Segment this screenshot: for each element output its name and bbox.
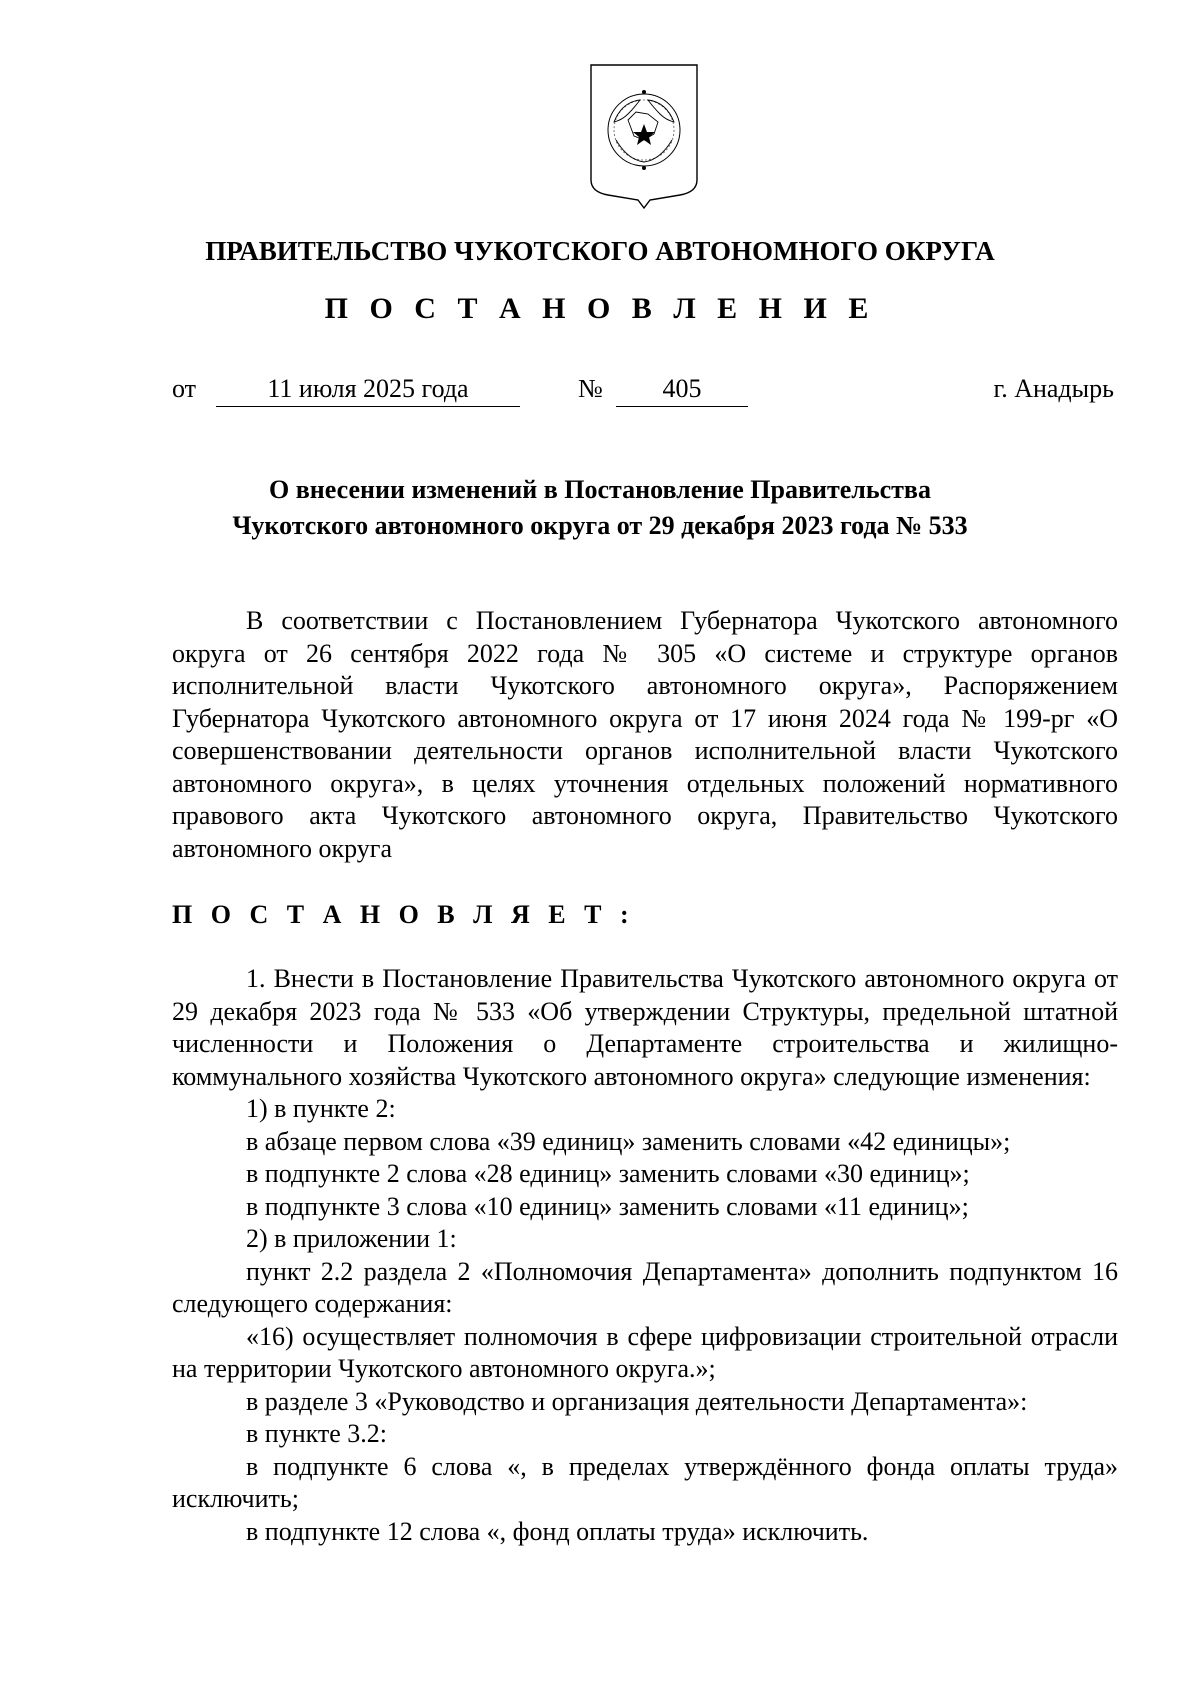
item-paragraph: в подпункте 12 слова «, фонд оплаты труда» исключить. bbox=[246, 1516, 869, 1546]
decree-heading: П О С Т А Н О В Л Я Е Т : bbox=[172, 900, 635, 929]
item-paragraph: в подпункте 6 слова «, в пределах утверждённого фонда оплаты труда» исключить; bbox=[172, 1451, 1118, 1513]
decree-items-section bbox=[172, 963, 1118, 1548]
subject-line-1: О внесении изменений в Постановление Правительства bbox=[269, 475, 931, 504]
item-paragraph: пункт 2.2 раздела 2 «Полномочия Департамента» дополнить подпунктом 16 следующего содержания: bbox=[172, 1256, 1118, 1318]
number-label: № bbox=[578, 374, 603, 403]
document-date: 11 июля 2025 года bbox=[216, 374, 520, 407]
document-subject bbox=[150, 472, 1050, 544]
item-paragraph: в подпункте 3 слова «10 единиц» заменить словами «11 единиц»; bbox=[246, 1191, 969, 1221]
date-prefix-label: от bbox=[172, 374, 197, 403]
item-paragraph: 1) в пункте 2: bbox=[246, 1094, 396, 1123]
item-paragraph: в абзаце первом слова «39 единиц» заменить словами «42 единицы»; bbox=[246, 1126, 1011, 1156]
item-paragraph: 2) в приложении 1: bbox=[246, 1224, 457, 1253]
document-meta-row bbox=[172, 374, 1114, 414]
item-paragraph: 1. Внести в Постановление Правительства Чукотского автономного округа от 29 декабря 2023 года № 533 «Об утверждении Структуры, предельной штатной численности и Положения о Департаменте строительства и жилищно-коммунального хозяйства Чукотского автономного округа» следующие изменения: bbox=[172, 964, 1118, 1091]
organization-title: ПРАВИТЕЛЬСТВО ЧУКОТСКОГО АВТОНОМНОГО ОКРУГА bbox=[205, 236, 995, 266]
document-city: г. Анадырь bbox=[993, 374, 1114, 403]
item-paragraph: в разделе 3 «Руководство и организация деятельности Департамента»: bbox=[246, 1386, 1028, 1416]
document-type-heading: П О С Т А Н О В Л Е Н И Е bbox=[324, 292, 876, 325]
preamble-section bbox=[172, 605, 1118, 865]
item-paragraph: «16) осуществляет полномочия в сфере цифровизации строительной отрасли на территории Чукотского автономного округа.»; bbox=[172, 1321, 1118, 1383]
coat-of-arms-emblem bbox=[588, 62, 700, 210]
preamble-paragraph: В соответствии с Постановлением Губернатора Чукотского автономного округа от 26 сентября 2022 года № 305 «О системе и структуре органов исполнительной власти Чукотского автономного округа», Распоряжением Губернатора Чукотского автономного округа от 17 июня 2024 года № 199-рг «О совершенствовании деятельности органов исполнительной власти Чукотского автономного округа», в целях уточнения отдельных положений нормативного правового акта Чукотского автономного округа, Правительство Чукотского автономного округа bbox=[172, 606, 1118, 863]
subject-line-2: Чукотского автономного округа от 29 декабря 2023 года № 533 bbox=[232, 511, 968, 540]
item-paragraph: в пункте 3.2: bbox=[246, 1419, 388, 1448]
item-paragraph: в подпункте 2 слова «28 единиц» заменить словами «30 единиц»; bbox=[246, 1159, 970, 1188]
document-number: 405 bbox=[616, 374, 748, 407]
